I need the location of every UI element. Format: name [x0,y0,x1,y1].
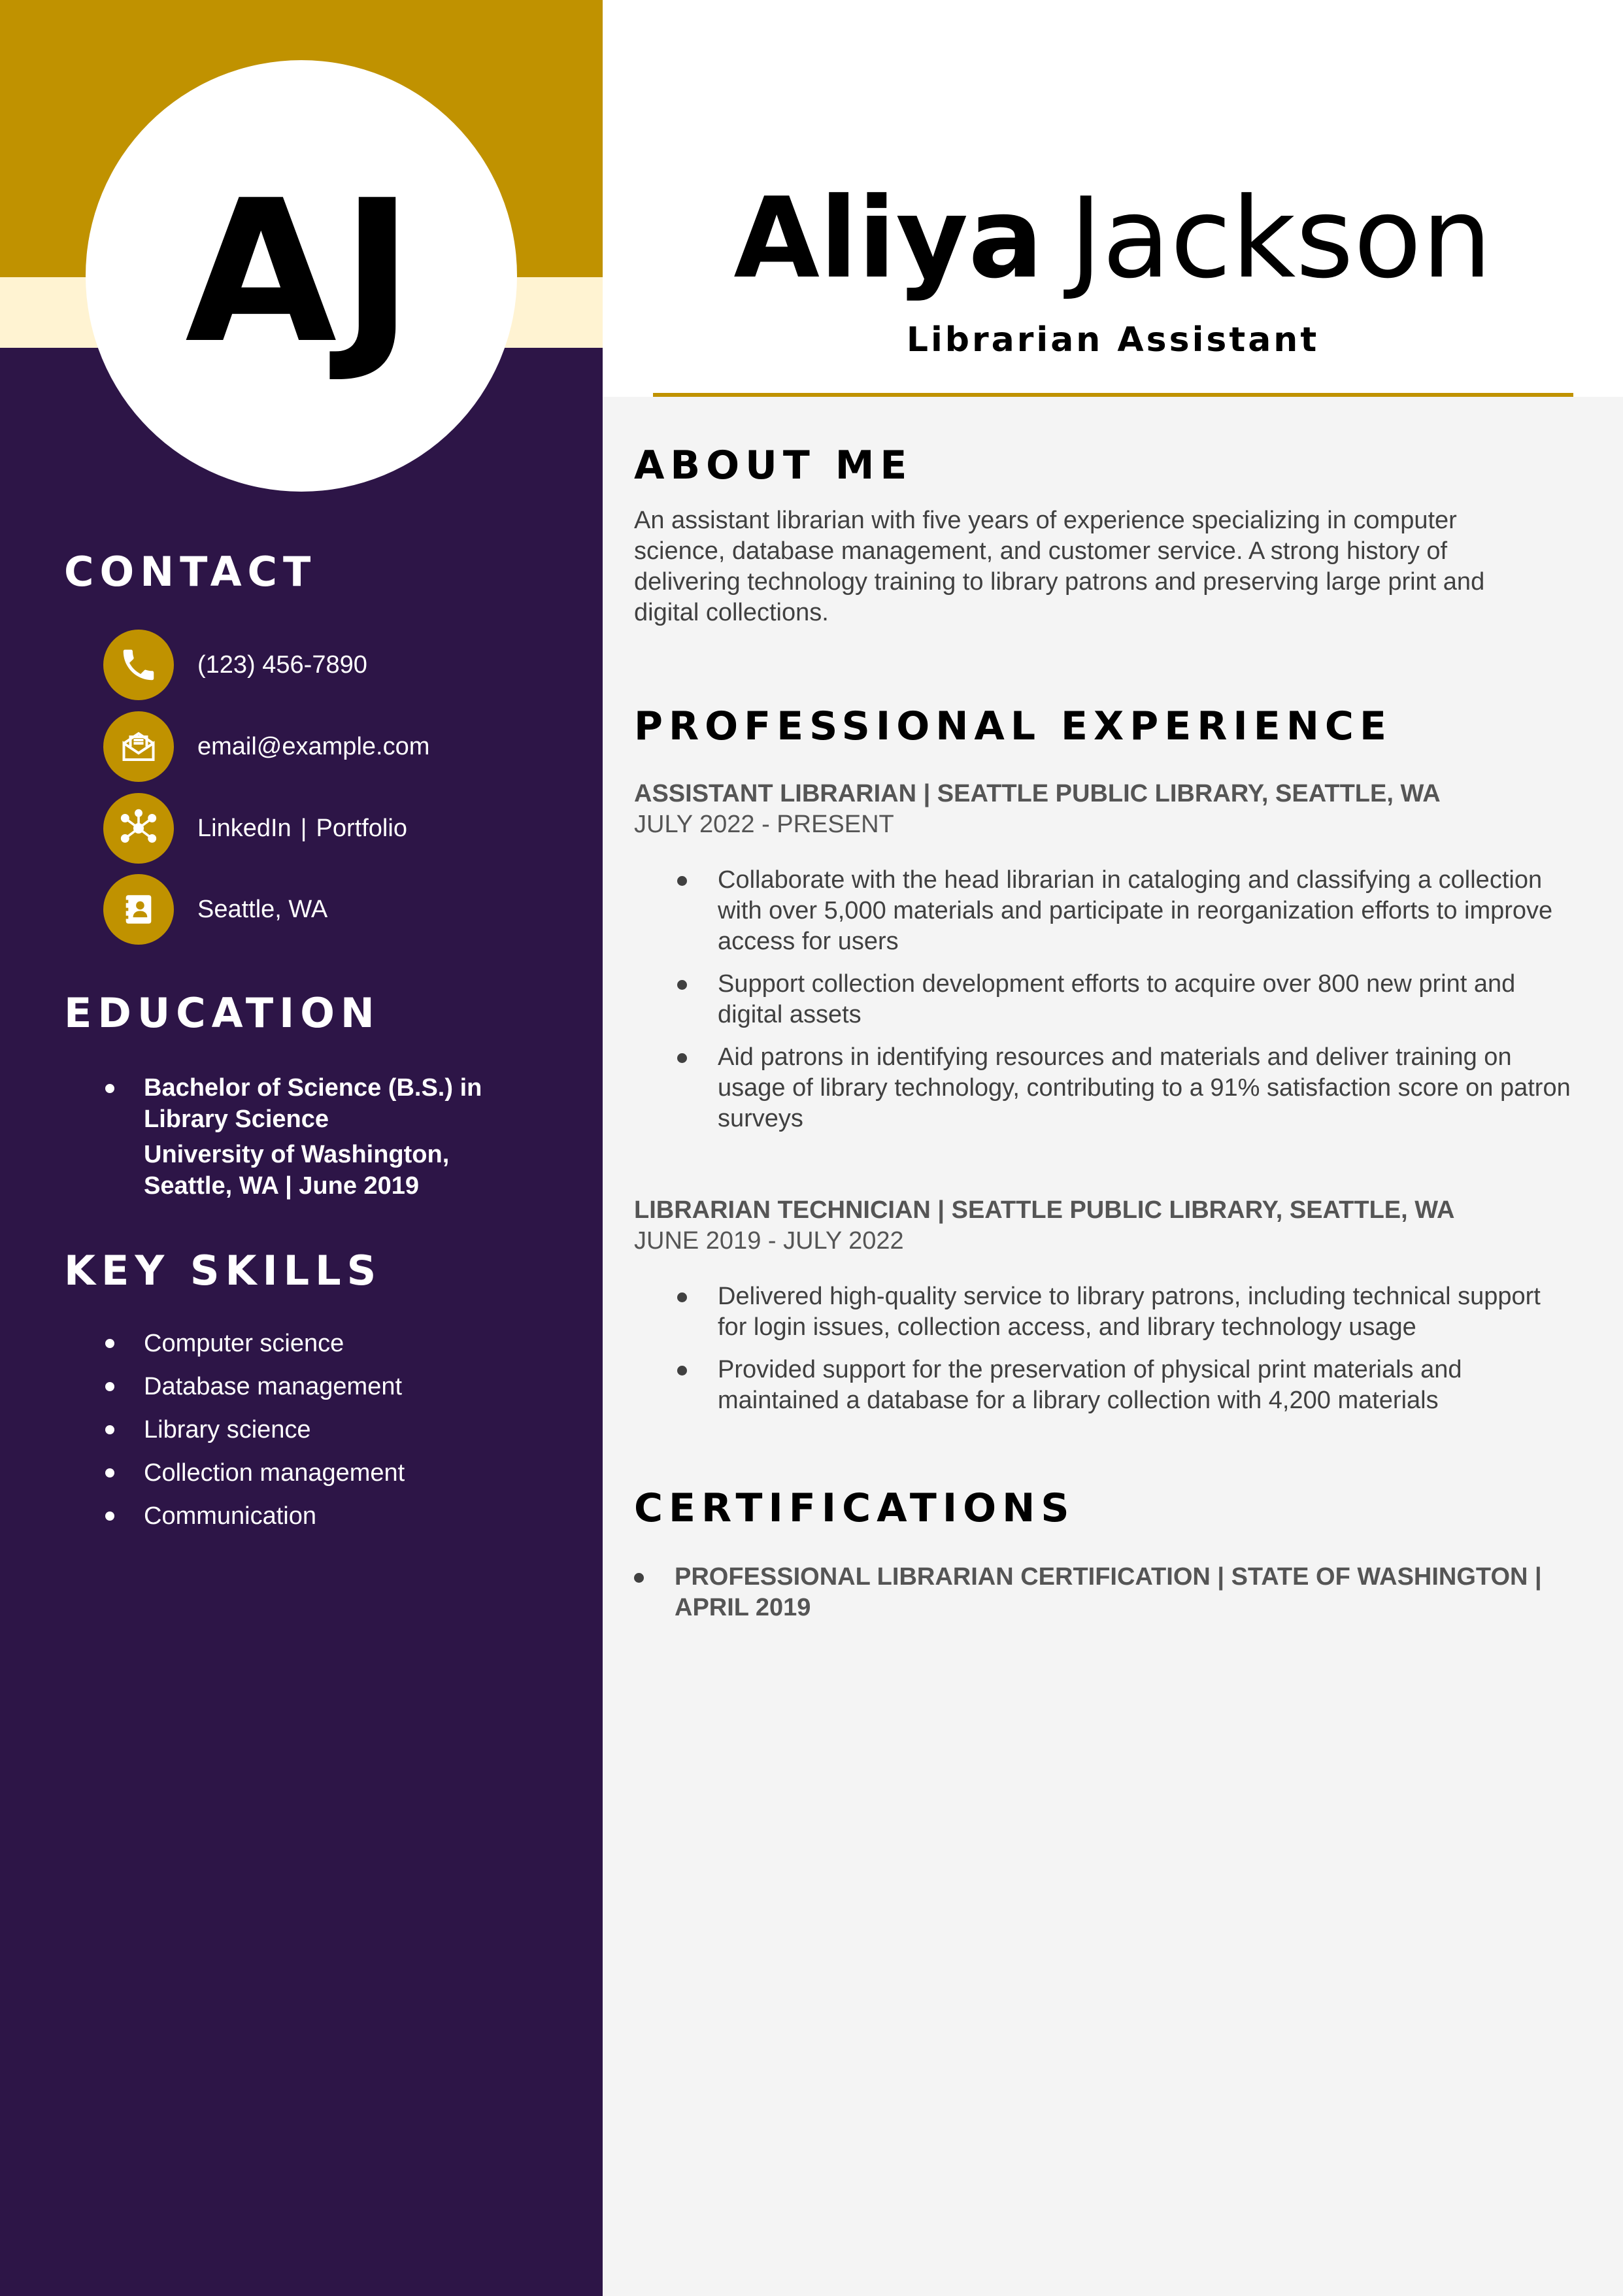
education-list [103,1072,522,1202]
education-item [103,1072,522,1202]
skill-item: Database management [103,1365,561,1408]
skills-heading: KEY SKILLS [64,1247,382,1294]
contact-links [103,793,407,864]
job-bullet: Provided support for the preservation of physical print materials and maintained a database for a library collection with 4,200 materials [634,1355,1575,1416]
link-separator: | [300,814,307,842]
certifications-list [634,1562,1562,1635]
education-heading: EDUCATION [64,989,380,1037]
monogram: AJ [185,158,418,386]
full-name [603,174,1623,303]
last-name: Jackson [1069,174,1492,303]
contact-heading: CONTACT [64,548,317,596]
job-title: Librarian Assistant [906,320,1320,360]
first-name: Aliya [733,174,1044,303]
skill-item: Collection management [103,1451,561,1494]
certifications-heading: CERTIFICATIONS [634,1485,1075,1531]
job-bullet: Collaborate with the head librarian in cataloging and classifying a collection with over 5,000 materials and participate in reorganization efforts to improve access for users [634,865,1575,957]
about-text: An assistant librarian with five years of experience specializing in computer science, database management, and customer service. A strong history of delivering technology training to library patrons and preserving large print and digital collections. [634,507,1485,626]
portfolio-link[interactable]: Portfolio [316,814,407,842]
degree: Bachelor of Science (B.S.) in Library Science [144,1074,482,1133]
contact-email [103,711,429,782]
contact-phone [103,630,367,700]
phone-number: (123) 456-7890 [197,650,367,679]
location: Seattle, WA [197,895,328,923]
address-book-icon [103,874,174,945]
contact-location [103,874,327,945]
skill-item: Computer science [103,1322,561,1365]
job-entry [634,1196,1575,1428]
network-icon [103,793,174,864]
skill-item: Library science [103,1408,561,1451]
job-bullet: Aid patrons in identifying resources and materials and deliver training on usage of library technology, contributing to a 91% satisfaction score on patron surveys [634,1042,1575,1134]
skills-list [103,1322,561,1538]
skill-item: Communication [103,1494,561,1538]
about-heading: ABOUT ME [634,443,913,488]
email-address: email@example.com [197,732,430,760]
job-bullets [634,1281,1575,1416]
job-bullets [634,865,1575,1134]
monogram-circle [86,60,517,492]
job-bullet: Delivered high-quality service to library patrons, including technical support for login issues, collection access, and library technology usage [634,1281,1575,1343]
experience-heading: PROFESSIONAL EXPERIENCE [634,703,1392,749]
job-bullet: Support collection development efforts to acquire over 800 new print and digital assets [634,969,1575,1030]
phone-icon [103,630,174,700]
certification-item: PROFESSIONAL LIBRARIAN CERTIFICATION | STATE OF WASHINGTON | APRIL 2019 [634,1562,1562,1623]
job-dates: JULY 2022 - PRESENT [634,811,894,838]
header-divider [653,393,1573,397]
envelope-icon [103,711,174,782]
school: University of Washington, Seattle, WA | June 2019 [144,1141,450,1200]
job-entry [634,780,1575,1146]
job-role: ASSISTANT LIBRARIAN | SEATTLE PUBLIC LIBRARY, SEATTLE, WA [634,780,1441,807]
job-role: LIBRARIAN TECHNICIAN | SEATTLE PUBLIC LIBRARY, SEATTLE, WA [634,1196,1455,1224]
linkedin-link[interactable]: LinkedIn [197,814,292,842]
job-dates: JUNE 2019 - JULY 2022 [634,1227,904,1255]
